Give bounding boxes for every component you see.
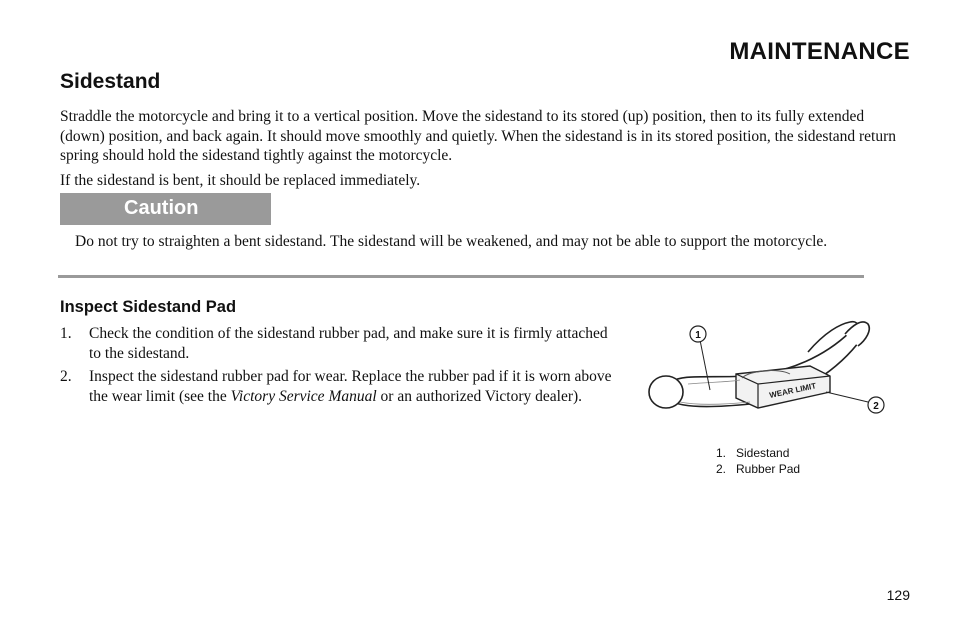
subsection-heading: Inspect Sidestand Pad (60, 298, 237, 316)
steps-list (60, 324, 615, 410)
step-number: 2. (60, 368, 72, 385)
body-paragraph-1: Straddle the motorcycle and bring it to a vertical position. Move the sidestand to its stored (up) position, then to its fully extended (down) position, and back again. It should move smoothly and quietly. When the sidestand is in its stored position, the sidestand return spring should hold the sidestand tightly against the motorcycle. (60, 108, 897, 164)
manual-title: Victory Service Manual (230, 387, 377, 405)
page-number: 129 (886, 587, 910, 603)
sidestand-illustration (640, 312, 910, 442)
wear-limit-stamp: WEAR LIMIT (768, 381, 817, 400)
caption-number: 2. (716, 462, 727, 476)
caution-label: Caution (124, 197, 199, 219)
sidestand-ball (649, 376, 683, 408)
step-text: Check the condition of the sidestand rubber pad, and make sure it is firmly attached to the sidestand. (89, 325, 608, 362)
section-header: MAINTENANCE (729, 38, 910, 65)
figure-captions (716, 445, 800, 477)
step-text-pre: Inspect the sidestand rubber pad for wear. Replace the rubber pad if it is worn above the wear limit (see the (89, 368, 612, 405)
page-title: Sidestand (60, 70, 161, 93)
body-paragraph-2: If the sidestand is bent, it should be replaced immediately. (60, 172, 421, 189)
caution-banner (60, 193, 271, 225)
list-item (60, 367, 615, 406)
step-number: 1. (60, 325, 72, 342)
step-text-post: or an authorized Victory dealer). (376, 387, 583, 405)
callout-2-number: 2 (873, 401, 879, 412)
caption-label: Sidestand (736, 446, 790, 460)
callout-1-number: 1 (695, 330, 701, 341)
list-item (60, 324, 615, 363)
caption-item (716, 461, 800, 477)
callout-2-leader (826, 392, 868, 402)
caution-divider (58, 275, 864, 278)
caption-item (716, 445, 800, 461)
caption-number: 1. (716, 446, 727, 460)
caption-label: Rubber Pad (736, 462, 801, 476)
caution-text: Do not try to straighten a bent sidestand. The sidestand will be weakened, and may not be able to support the motorcycle. (75, 233, 828, 250)
